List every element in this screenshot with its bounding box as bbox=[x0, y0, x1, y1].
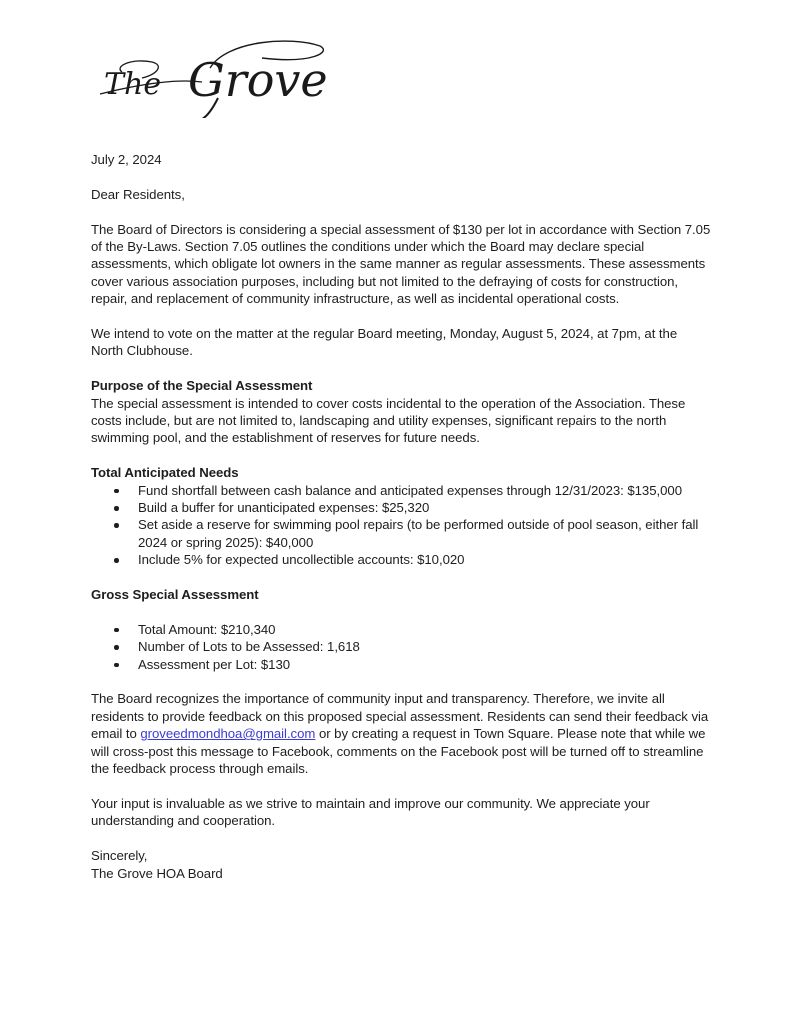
logo-the-text: The bbox=[104, 67, 162, 102]
list-item: Total Amount: $210,340 bbox=[138, 621, 711, 638]
signoff-block bbox=[91, 847, 711, 882]
closing-paragraph: Your input is invaluable as we strive to maintain and improve our community. We appreciate your understanding and cooperation. bbox=[91, 795, 650, 829]
list-item: Set aside a reserve for swimming pool repairs (to be performed outside of pool season, either fall 2024 or spring 2025): $40,000 bbox=[138, 516, 711, 551]
needs-list bbox=[91, 482, 711, 569]
needs-heading: Total Anticipated Needs bbox=[91, 465, 239, 481]
feedback-text-after: or by creating a request in Town Square. Please note that while we will cross-post this message to Facebook, comments on the Facebook post will be turned off to streamline the feedback process through emails. bbox=[91, 726, 706, 777]
letter-body bbox=[91, 151, 711, 882]
purpose-heading: Purpose of the Special Assessment bbox=[91, 378, 313, 394]
list-item: Fund shortfall between cash balance and anticipated expenses through 12/31/2023: $135,000 bbox=[138, 482, 711, 499]
list-item: Include 5% for expected uncollectible accounts: $10,020 bbox=[138, 551, 711, 568]
salutation: Dear Residents, bbox=[91, 186, 185, 202]
logo-grove-text: Grove bbox=[188, 53, 328, 107]
feedback-text-before: The Board recognizes the importance of community input and transparency. Therefore, we invite all residents to provide feedback on this proposed special assessment. Residents can send their feedback via email to bbox=[91, 691, 709, 742]
letter-date: July 2, 2024 bbox=[91, 152, 162, 167]
intro-paragraph: The Board of Directors is considering a special assessment of $130 per lot in accordance with Section 7.05 of the By-Laws. Section 7.05 outlines the conditions under which the Board may declare special assessments, which obligate lot owners in the same manner as regular assessments. These assessments cover various association purposes, including but not limited to the defraying of costs for construction, repair, and replacement of community infrastructure, as well as incidental operational costs. bbox=[91, 221, 711, 307]
list-item: Build a buffer for unanticipated expenses: $25,320 bbox=[138, 499, 711, 516]
list-item: Number of Lots to be Assessed: 1,618 bbox=[138, 638, 711, 655]
purpose-paragraph: The special assessment is intended to cover costs incidental to the operation of the Association. These costs include, but are not limited to, landscaping and utility expenses, significant repairs to the north swimming pool, and the establishment of reserves for future needs. bbox=[91, 395, 686, 446]
logo-script-wordmark bbox=[92, 28, 342, 118]
gross-list bbox=[91, 621, 711, 673]
gross-heading: Gross Special Assessment bbox=[91, 587, 259, 603]
feedback-paragraph bbox=[91, 690, 711, 777]
the-grove-logo bbox=[92, 28, 342, 118]
vote-paragraph: We intend to vote on the matter at the regular Board meeting, Monday, August 5, 2024, at 7pm, at the North Clubhouse. bbox=[91, 326, 678, 359]
signature: The Grove HOA Board bbox=[91, 865, 223, 881]
list-item: Assessment per Lot: $130 bbox=[138, 656, 711, 673]
signoff: Sincerely, bbox=[91, 848, 148, 864]
spacer bbox=[91, 603, 711, 620]
email-link[interactable]: groveedmondhoa@gmail.com bbox=[140, 726, 316, 742]
